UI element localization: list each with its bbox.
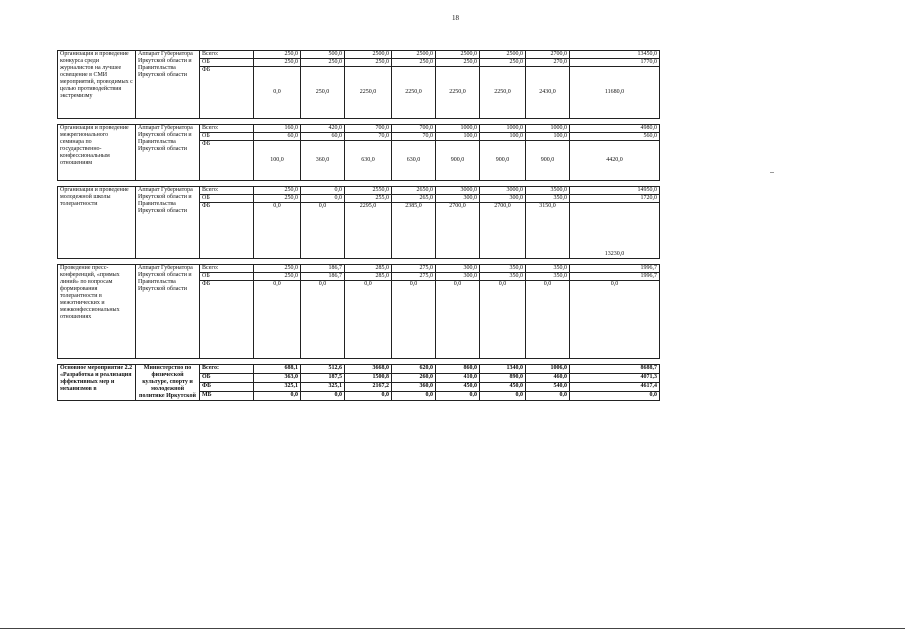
activity-cell: Основное мероприятие 2.2 «Разработка и реализация эффективных мер и механизмов в <box>58 365 136 401</box>
year-value-cell: 2295,0 <box>345 203 392 259</box>
funding-source-cell: ФБ <box>200 383 254 392</box>
year-value-cell: 3000,0 <box>436 187 480 195</box>
year-value-cell: 2167,2 <box>345 383 392 392</box>
table-row <box>58 125 660 133</box>
table-body <box>58 51 660 401</box>
year-value-cell: 2700,0 <box>526 51 570 59</box>
year-value-cell: 2250,0 <box>480 67 526 119</box>
funding-source-cell: ФБ <box>200 203 254 259</box>
total-value-cell: 1996,7 <box>570 273 660 281</box>
year-value-cell: 300,0 <box>480 195 526 203</box>
year-value-cell: 250,0 <box>345 59 392 67</box>
year-value-cell: 100,0 <box>526 133 570 141</box>
year-value-cell: 70,0 <box>392 133 436 141</box>
budget-table-sheet <box>57 50 657 448</box>
year-value-cell: 3000,0 <box>480 187 526 195</box>
year-value-cell: 2650,0 <box>392 187 436 195</box>
year-value-cell: 3668,0 <box>345 365 392 374</box>
year-value-cell: 0,0 <box>254 392 301 401</box>
year-value-cell: 0,0 <box>301 281 345 359</box>
year-value-cell: 2250,0 <box>392 67 436 119</box>
year-value-cell: 900,0 <box>436 141 480 181</box>
year-value-cell: 285,0 <box>345 265 392 273</box>
executor-cell: Министерство по физической культуре, спорту и молодежной политике Иркутской <box>136 365 200 401</box>
year-value-cell: 512,6 <box>301 365 345 374</box>
year-value-cell: 450,0 <box>480 383 526 392</box>
year-value-cell: 250,0 <box>301 59 345 67</box>
year-value-cell: 250,0 <box>301 67 345 119</box>
year-value-cell: 250,0 <box>254 195 301 203</box>
total-value-cell: 4420,0 <box>570 141 660 181</box>
year-value-cell: 890,0 <box>480 374 526 383</box>
executor-cell: Аппарат Губернатора Иркутской области и Правительства Иркутской области <box>136 265 200 359</box>
year-value-cell: 0,0 <box>392 392 436 401</box>
year-value-cell: 1000,0 <box>436 125 480 133</box>
year-value-cell: 0,0 <box>526 281 570 359</box>
funding-source-cell: ОБ <box>200 59 254 67</box>
funding-source-cell: ФБ <box>200 67 254 119</box>
year-value-cell: 2700,0 <box>436 203 480 259</box>
funding-source-cell: Всего: <box>200 365 254 374</box>
year-value-cell: 350,0 <box>526 273 570 281</box>
year-value-cell: 3500,0 <box>526 187 570 195</box>
year-value-cell: 250,0 <box>436 59 480 67</box>
year-value-cell: 700,0 <box>392 125 436 133</box>
year-value-cell: 630,0 <box>392 141 436 181</box>
year-value-cell: 860,0 <box>436 365 480 374</box>
year-value-cell: 1500,8 <box>345 374 392 383</box>
year-value-cell: 270,0 <box>526 59 570 67</box>
year-value-cell: 0,0 <box>436 281 480 359</box>
year-value-cell: 2250,0 <box>436 67 480 119</box>
year-value-cell: 187,5 <box>301 374 345 383</box>
year-value-cell: 0,0 <box>480 392 526 401</box>
year-value-cell: 325,1 <box>301 383 345 392</box>
year-value-cell: 2550,0 <box>345 187 392 195</box>
funding-source-cell: ОБ <box>200 133 254 141</box>
year-value-cell: 900,0 <box>480 141 526 181</box>
funding-source-cell: Всего: <box>200 125 254 133</box>
funding-source-cell: Всего: <box>200 187 254 195</box>
year-value-cell: 186,7 <box>301 265 345 273</box>
total-value-cell: 11680,0 <box>570 67 660 119</box>
funding-source-cell: ОБ <box>200 195 254 203</box>
funding-source-cell: МБ <box>200 392 254 401</box>
year-value-cell: 275,0 <box>392 273 436 281</box>
year-value-cell: 250,0 <box>254 273 301 281</box>
year-value-cell: 1000,0 <box>480 125 526 133</box>
year-value-cell: 250,0 <box>254 51 301 59</box>
year-value-cell: 1000,0 <box>526 125 570 133</box>
year-value-cell: 2500,0 <box>392 51 436 59</box>
year-value-cell: 250,0 <box>480 59 526 67</box>
year-value-cell: 0,0 <box>345 281 392 359</box>
year-value-cell: 0,0 <box>392 281 436 359</box>
year-value-cell: 350,0 <box>480 273 526 281</box>
year-value-cell: 0,0 <box>301 392 345 401</box>
year-value-cell: 350,0 <box>526 265 570 273</box>
margin-mark <box>770 172 774 173</box>
year-value-cell: 2385,0 <box>392 203 436 259</box>
total-value-cell: 13450,0 <box>570 51 660 59</box>
total-value-cell: 13230,0 <box>570 203 660 259</box>
total-value-cell: 0,0 <box>570 392 660 401</box>
funding-source-cell: ОБ <box>200 374 254 383</box>
year-value-cell: 460,0 <box>526 374 570 383</box>
year-value-cell: 500,0 <box>301 51 345 59</box>
activity-cell: Организация и проведение молодежной школы толерантности <box>58 187 136 259</box>
year-value-cell: 250,0 <box>254 187 301 195</box>
year-value-cell: 0,0 <box>436 392 480 401</box>
year-value-cell: 2500,0 <box>480 51 526 59</box>
total-value-cell: 4071,3 <box>570 374 660 383</box>
year-value-cell: 0,0 <box>345 392 392 401</box>
year-value-cell: 620,0 <box>392 365 436 374</box>
year-value-cell: 250,0 <box>254 265 301 273</box>
year-value-cell: 260,0 <box>392 374 436 383</box>
activity-cell: Проведение пресс-конференций, «прямых линий» по вопросам формирования толерантности в межэтнических и межконфессиональных отношениях <box>58 265 136 359</box>
year-value-cell: 420,0 <box>301 125 345 133</box>
funding-source-cell: ФБ <box>200 141 254 181</box>
executor-cell: Аппарат Губернатора Иркутской области и Правительства Иркутской области <box>136 187 200 259</box>
table-row <box>58 187 660 195</box>
year-value-cell: 285,0 <box>345 273 392 281</box>
year-value-cell: 325,1 <box>254 383 301 392</box>
year-value-cell: 360,0 <box>392 383 436 392</box>
executor-cell: Аппарат Губернатора Иркутской области и Правительства Иркутской области <box>136 125 200 181</box>
year-value-cell: 0,0 <box>254 281 301 359</box>
total-value-cell: 14950,0 <box>570 187 660 195</box>
funding-source-cell: ОБ <box>200 273 254 281</box>
year-value-cell: 360,0 <box>301 141 345 181</box>
year-value-cell: 100,0 <box>480 133 526 141</box>
year-value-cell: 410,0 <box>436 374 480 383</box>
year-value-cell: 250,0 <box>254 59 301 67</box>
year-value-cell: 186,7 <box>301 273 345 281</box>
year-value-cell: 630,0 <box>345 141 392 181</box>
year-value-cell: 900,0 <box>526 141 570 181</box>
year-value-cell: 350,0 <box>480 265 526 273</box>
year-value-cell: 300,0 <box>436 273 480 281</box>
year-value-cell: 2700,0 <box>480 203 526 259</box>
year-value-cell: 100,0 <box>436 133 480 141</box>
funding-source-cell: Всего: <box>200 51 254 59</box>
year-value-cell: 0,0 <box>526 392 570 401</box>
total-value-cell: 1770,0 <box>570 59 660 67</box>
total-value-cell: 0,0 <box>570 281 660 359</box>
executor-cell: Аппарат Губернатора Иркутской области и Правительства Иркутской области <box>136 51 200 119</box>
year-value-cell: 100,0 <box>254 141 301 181</box>
year-value-cell: 2430,0 <box>526 67 570 119</box>
year-value-cell: 688,1 <box>254 365 301 374</box>
total-value-cell: 8688,7 <box>570 365 660 374</box>
year-value-cell: 70,0 <box>345 133 392 141</box>
year-value-cell: 60,0 <box>254 133 301 141</box>
total-value-cell: 560,0 <box>570 133 660 141</box>
page-bottom-edge <box>0 628 905 629</box>
year-value-cell: 0,0 <box>254 67 301 119</box>
activity-cell: Организация и проведение конкурса среди журналистов на лучшее освещение в СМИ мероприятий, проводимых с целью противодействия экстремизму <box>58 51 136 119</box>
year-value-cell: 300,0 <box>436 265 480 273</box>
year-value-cell: 265,0 <box>392 195 436 203</box>
year-value-cell: 255,0 <box>345 195 392 203</box>
funding-source-cell: Всего: <box>200 265 254 273</box>
year-value-cell: 2500,0 <box>345 51 392 59</box>
year-value-cell: 160,0 <box>254 125 301 133</box>
year-value-cell: 0,0 <box>254 203 301 259</box>
table-row <box>58 265 660 273</box>
year-value-cell: 1006,0 <box>526 365 570 374</box>
year-value-cell: 0,0 <box>480 281 526 359</box>
year-value-cell: 0,0 <box>301 203 345 259</box>
total-value-cell: 1996,7 <box>570 265 660 273</box>
total-value-cell: 1720,0 <box>570 195 660 203</box>
year-value-cell: 540,0 <box>526 383 570 392</box>
year-value-cell: 450,0 <box>436 383 480 392</box>
year-value-cell: 363,0 <box>254 374 301 383</box>
year-value-cell: 350,0 <box>526 195 570 203</box>
budget-table <box>57 50 660 401</box>
year-value-cell: 1340,0 <box>480 365 526 374</box>
year-value-cell: 0,0 <box>301 187 345 195</box>
table-row <box>58 365 660 374</box>
year-value-cell: 0,0 <box>301 195 345 203</box>
funding-source-cell: ФБ <box>200 281 254 359</box>
activity-cell: Организация и проведение межрегионального семинара по государственно-конфессиональным отношениям <box>58 125 136 181</box>
year-value-cell: 60,0 <box>301 133 345 141</box>
total-value-cell: 4980,0 <box>570 125 660 133</box>
total-value-cell: 4617,4 <box>570 383 660 392</box>
year-value-cell: 2500,0 <box>436 51 480 59</box>
year-value-cell: 300,0 <box>436 195 480 203</box>
year-value-cell: 3150,0 <box>526 203 570 259</box>
year-value-cell: 2250,0 <box>345 67 392 119</box>
table-row <box>58 51 660 59</box>
year-value-cell: 250,0 <box>392 59 436 67</box>
year-value-cell: 275,0 <box>392 265 436 273</box>
year-value-cell: 700,0 <box>345 125 392 133</box>
page-number: 18 <box>452 14 459 22</box>
